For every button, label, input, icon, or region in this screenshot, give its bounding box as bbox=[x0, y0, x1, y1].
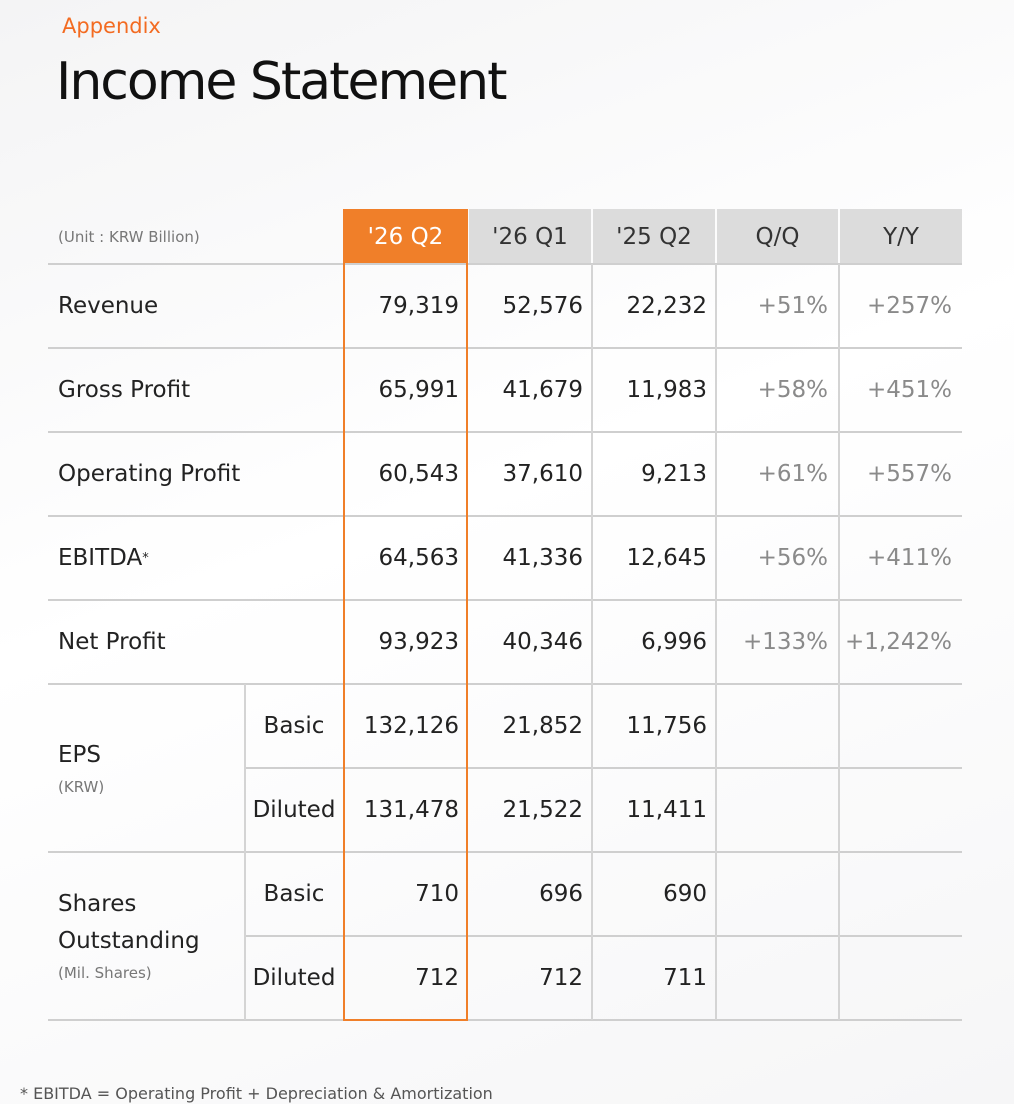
row-divider bbox=[48, 347, 962, 349]
table-cell: 6,996 bbox=[641, 629, 707, 655]
table-cell: 21,522 bbox=[502, 797, 583, 823]
table-cell-yy: +411% bbox=[866, 545, 952, 571]
col-header-yy: Y/Y bbox=[840, 209, 962, 264]
table-cell: 11,411 bbox=[626, 797, 707, 823]
unit-label: (Unit : KRW Billion) bbox=[58, 227, 200, 246]
column-divider bbox=[244, 684, 246, 1020]
table-cell-qq: +58% bbox=[757, 377, 828, 403]
table-cell: 37,610 bbox=[502, 461, 583, 487]
table-cell: 52,576 bbox=[502, 293, 583, 319]
shares-diluted-label: Diluted bbox=[252, 965, 336, 991]
table-cell: 21,852 bbox=[502, 713, 583, 739]
table-cell: 712 bbox=[415, 965, 459, 991]
row-divider bbox=[48, 431, 962, 433]
table-cell: 131,478 bbox=[363, 797, 459, 823]
col-header-26q2: '26 Q2 bbox=[344, 209, 467, 264]
table-cell: 22,232 bbox=[626, 293, 707, 319]
table-cell: 60,543 bbox=[378, 461, 459, 487]
row-label-eps bbox=[48, 684, 244, 852]
shares-label-line2: Outstanding bbox=[58, 928, 200, 954]
table-cell-qq: +61% bbox=[757, 461, 828, 487]
footnote: * EBITDA = Operating Profit + Depreciation & Amortization bbox=[20, 1084, 493, 1103]
row-divider bbox=[48, 515, 962, 517]
row-divider bbox=[48, 851, 962, 853]
table-cell: 41,336 bbox=[502, 545, 583, 571]
table-cell-yy: +557% bbox=[866, 461, 952, 487]
table-cell: 11,756 bbox=[626, 713, 707, 739]
column-divider bbox=[838, 264, 840, 1020]
shares-unit: (Mil. Shares) bbox=[58, 964, 152, 982]
row-label-ebitda-text: EBITDA bbox=[58, 545, 143, 571]
table-cell: 11,983 bbox=[626, 377, 707, 403]
table-cell: 93,923 bbox=[378, 629, 459, 655]
column-divider bbox=[715, 264, 717, 1020]
table-cell: 41,679 bbox=[502, 377, 583, 403]
table-cell: 710 bbox=[415, 881, 459, 907]
table-cell: 9,213 bbox=[641, 461, 707, 487]
col-header-qq: Q/Q bbox=[717, 209, 838, 264]
table-cell-yy: +1,242% bbox=[845, 629, 952, 655]
row-label-gross-profit: Gross Profit bbox=[58, 377, 191, 403]
row-label-revenue: Revenue bbox=[58, 293, 159, 319]
table-cell-qq: +56% bbox=[757, 545, 828, 571]
eps-diluted-label: Diluted bbox=[252, 797, 336, 823]
footnote-marker: * bbox=[142, 550, 149, 566]
table-cell: 132,126 bbox=[363, 713, 459, 739]
shares-basic-label: Basic bbox=[263, 881, 325, 907]
row-divider bbox=[48, 599, 962, 601]
row-divider bbox=[244, 935, 962, 937]
row-divider bbox=[244, 767, 962, 769]
table-cell: 64,563 bbox=[378, 545, 459, 571]
table-cell: 65,991 bbox=[378, 377, 459, 403]
table-cell: 79,319 bbox=[378, 293, 459, 319]
table-cell-qq: +133% bbox=[742, 629, 828, 655]
table-cell-yy: +257% bbox=[866, 293, 952, 319]
row-label-ebitda bbox=[48, 516, 344, 600]
row-divider bbox=[48, 1019, 962, 1021]
column-divider bbox=[591, 264, 593, 1020]
col-header-26q1: '26 Q1 bbox=[469, 209, 591, 264]
row-divider bbox=[48, 683, 962, 685]
row-label-net-profit: Net Profit bbox=[58, 629, 166, 655]
section-label: Appendix bbox=[62, 14, 161, 38]
row-label-operating-profit: Operating Profit bbox=[58, 461, 241, 487]
eps-label: EPS bbox=[58, 741, 102, 768]
table-cell: 712 bbox=[539, 965, 583, 991]
page-title: Income Statement bbox=[56, 52, 506, 112]
table-cell-yy: +451% bbox=[866, 377, 952, 403]
shares-label-line1: Shares bbox=[58, 891, 137, 917]
table-cell: 40,346 bbox=[502, 629, 583, 655]
table-cell: 696 bbox=[539, 881, 583, 907]
row-divider bbox=[48, 263, 962, 265]
eps-basic-label: Basic bbox=[263, 713, 325, 739]
col-header-25q2: '25 Q2 bbox=[593, 209, 715, 264]
table-cell: 12,645 bbox=[626, 545, 707, 571]
table-cell: 690 bbox=[663, 881, 707, 907]
table-cell: 711 bbox=[663, 965, 707, 991]
table-cell-qq: +51% bbox=[757, 293, 828, 319]
eps-unit: (KRW) bbox=[58, 777, 105, 796]
income-statement-table bbox=[48, 209, 962, 1021]
row-label-shares-outstanding bbox=[48, 852, 244, 1020]
